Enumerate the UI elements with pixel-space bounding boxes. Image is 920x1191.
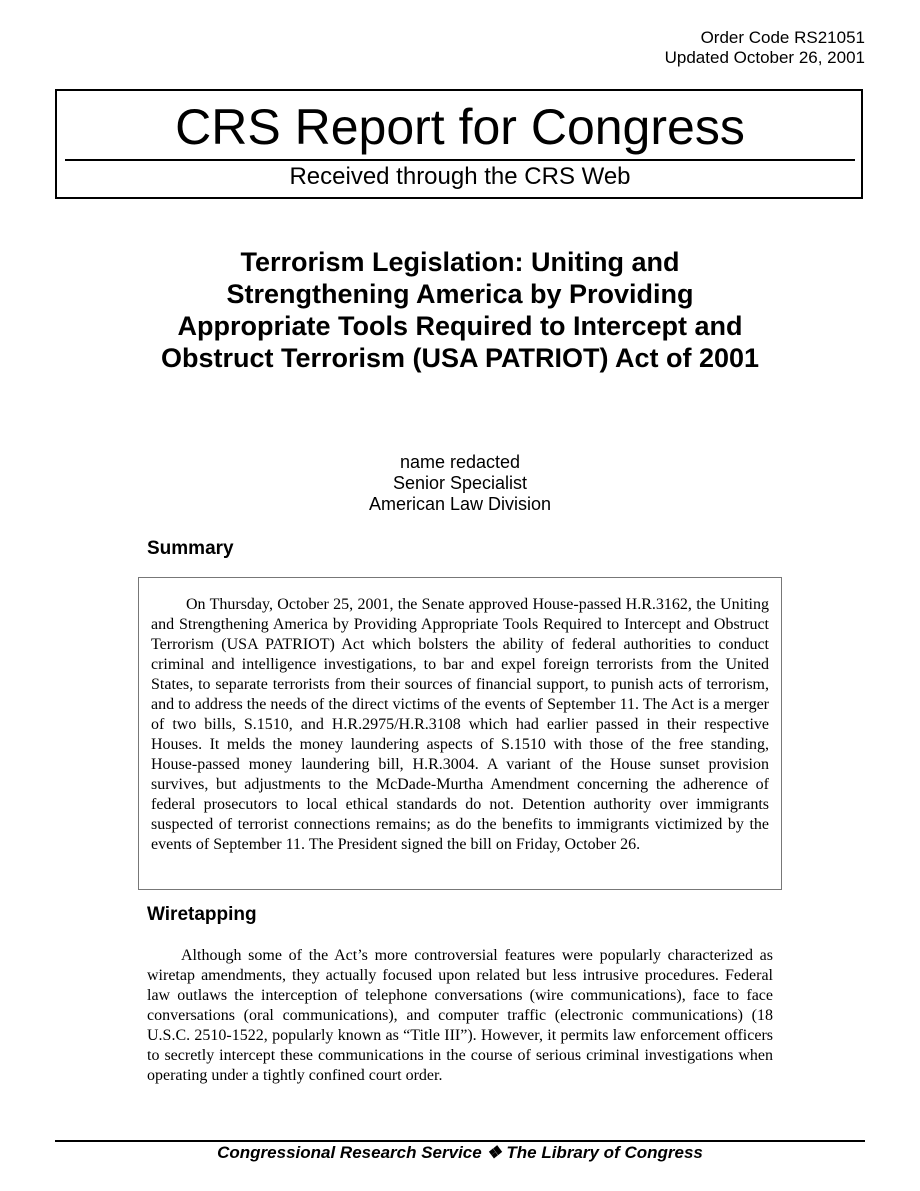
author-block (0, 452, 920, 515)
report-title-line: Obstruct Terrorism (USA PATRIOT) Act of 2001 (160, 343, 760, 373)
report-title (110, 246, 810, 374)
author-position: Senior Specialist (392, 473, 528, 493)
summary-text: On Thursday, October 25, 2001, the Senate approved House-passed H.R.3162, the Uniting and Strengthening America by Providing Appropriate Tools Required to Intercept and Obstruct Terrorism (USA PATRIOT) Act which bolsters the ability of federal authorities to conduct criminal and intelligence investigations, to bar and expel foreign terrorists from the United States, to separate terrorists from their sources of financial support, to punish acts of terrorism, and to address the needs of the direct victims of the events of September 11. The Act is a merger of two bills, S.1510, and H.R.2975/H.R.3108 which had earlier passed in their respective Houses. It melds the money laundering aspects of S.1510 with those of the free standing, House-passed money laundering bill, H.R.3004. A variant of the House sunset provision survives, but adjustments to the McDade-Murtha Amendment concerning the adherence of federal prosecutors to local ethical standards do not. Detention authority over immigrants suspected of terrorist connections remains; as do the benefits to immigrants victimized by the events of September 11. The President signed the bill on Friday, October 26. (151, 596, 769, 853)
wiretapping-heading: Wiretapping (147, 904, 257, 925)
wiretapping-text: Although some of the Act’s more controversial features were popularly characterized as wiretap amendments, they actually focused upon related but less intrusive procedures. Federal law outlaws the interception of telephone conversations (wire communications), face to face conversations (oral communications), and computer traffic (electronic communications) (18 U.S.C. 2510-1522, popularly known as “Title III”). However, it permits law enforcement officers to secretly intercept these communications in the course of serious criminal investigations when operating under a tightly confined court order. (147, 947, 773, 1084)
banner-divider (65, 159, 855, 161)
footer-text: Congressional Research Service ❖ The Library of Congress (217, 1143, 703, 1162)
author-division: American Law Division (368, 494, 552, 514)
footer-divider (55, 1140, 865, 1142)
banner-subtitle: Received through the CRS Web (289, 163, 631, 190)
report-title-line: Strengthening America by Providing (226, 279, 694, 309)
report-title-line: Appropriate Tools Required to Intercept and (177, 311, 743, 341)
summary-box (138, 577, 782, 890)
banner-title: CRS Report for Congress (175, 99, 745, 155)
author-name: name redacted (399, 452, 521, 472)
summary-heading: Summary (147, 538, 234, 559)
updated-date: Updated October 26, 2001 (664, 48, 865, 67)
report-title-line: Terrorism Legislation: Uniting and (240, 247, 680, 277)
wiretapping-section (147, 946, 773, 1086)
order-info (665, 28, 865, 68)
order-code: Order Code RS21051 (700, 28, 865, 47)
